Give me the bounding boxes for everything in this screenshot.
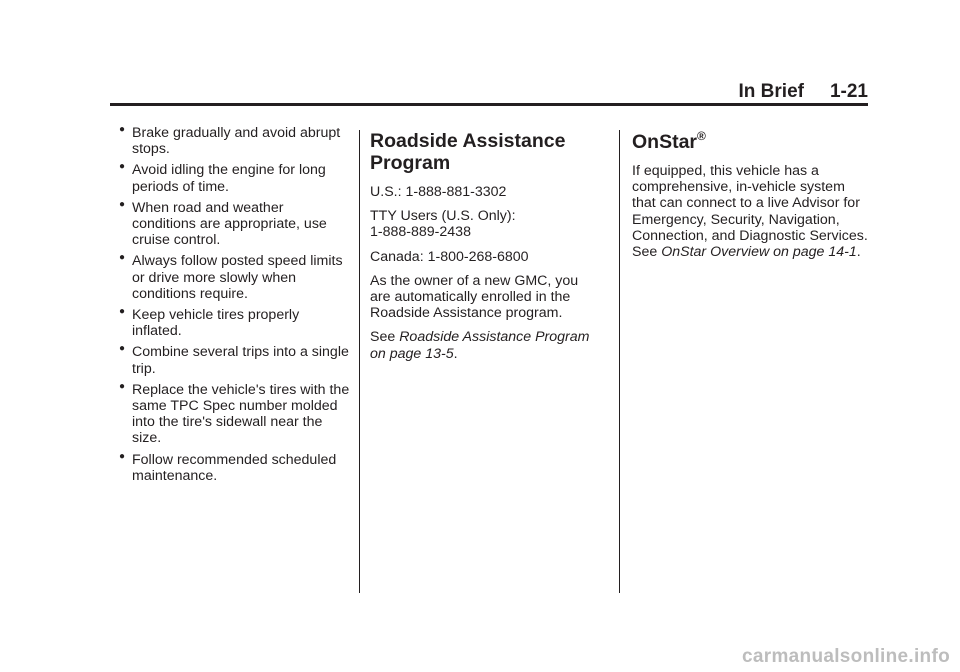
list-item: ● Replace the vehicle's tires with the same TPC Spec number molded into the tire's sidewall near the size. <box>119 380 350 447</box>
roadside-heading: Roadside Assistance Program <box>370 130 566 174</box>
bullet-icon: ● <box>119 343 126 355</box>
list-item: ● Follow recommended scheduled maintenance. <box>119 450 337 484</box>
registered-mark: ® <box>697 129 706 143</box>
header-rule <box>110 103 868 106</box>
watermark: carmanualsonline.info <box>742 646 950 667</box>
list-item: ● Keep vehicle tires properly inflated. <box>119 306 300 340</box>
bullet-icon: ● <box>119 124 126 135</box>
us-phone: U.S.: 1-888-881-3302 <box>370 184 507 200</box>
section-title: In Brief <box>738 81 804 102</box>
onstar-reference-link[interactable]: OnStar Overview on page 14-1 <box>661 244 857 261</box>
column-divider-2 <box>619 130 620 593</box>
onstar-heading: OnStar® <box>632 129 706 153</box>
column-roadside-assistance <box>370 130 602 370</box>
roadside-body: As the owner of a new GMC, you are automatically enrolled in the Roadside Assistance program. <box>370 272 579 322</box>
column-divider-1 <box>359 130 360 593</box>
list-item: ● Brake gradually and avoid abrupt stops. <box>119 124 341 158</box>
roadside-see-also: See Roadside Assistance Program on page 13-5. <box>370 329 590 362</box>
tty-phone: 1-888-889-2438 <box>370 224 471 241</box>
list-item: ● Combine several trips into a single trip. <box>119 343 349 377</box>
column-onstar <box>632 131 868 268</box>
list-item: ● Always follow posted speed limits or drive more slowly when conditions require. <box>119 252 343 302</box>
tips-list <box>110 125 350 484</box>
list-item: ● Avoid idling the engine for long periods of time. <box>119 161 326 195</box>
list-item: ● When road and weather conditions are appropriate, use cruise control. <box>119 198 327 249</box>
canada-phone: Canada: 1-800-268-6800 <box>370 248 529 265</box>
column-fuel-tips <box>110 125 350 489</box>
bullet-icon: ● <box>119 161 126 173</box>
onstar-body: If equipped, this vehicle has a comprehensive, in-vehicle system that can connect to a live Advisor for Emergency, Security, Navigation, Connection, and Diagnostic Services. See OnStar Overview on page 14-1. <box>632 163 868 261</box>
roadside-reference-link[interactable]: Roadside Assistance Program on page 13-5 <box>370 329 590 362</box>
page-header <box>110 81 868 103</box>
bullet-icon: ● <box>119 198 126 210</box>
tty-label: TTY Users (U.S. Only): <box>370 208 516 225</box>
tty-phone-block <box>370 208 602 240</box>
bullet-icon: ● <box>119 306 126 318</box>
bullet-icon: ● <box>119 450 126 462</box>
page-number: 1-21 <box>829 81 868 102</box>
bullet-icon: ● <box>119 252 126 264</box>
bullet-icon: ● <box>119 380 126 392</box>
